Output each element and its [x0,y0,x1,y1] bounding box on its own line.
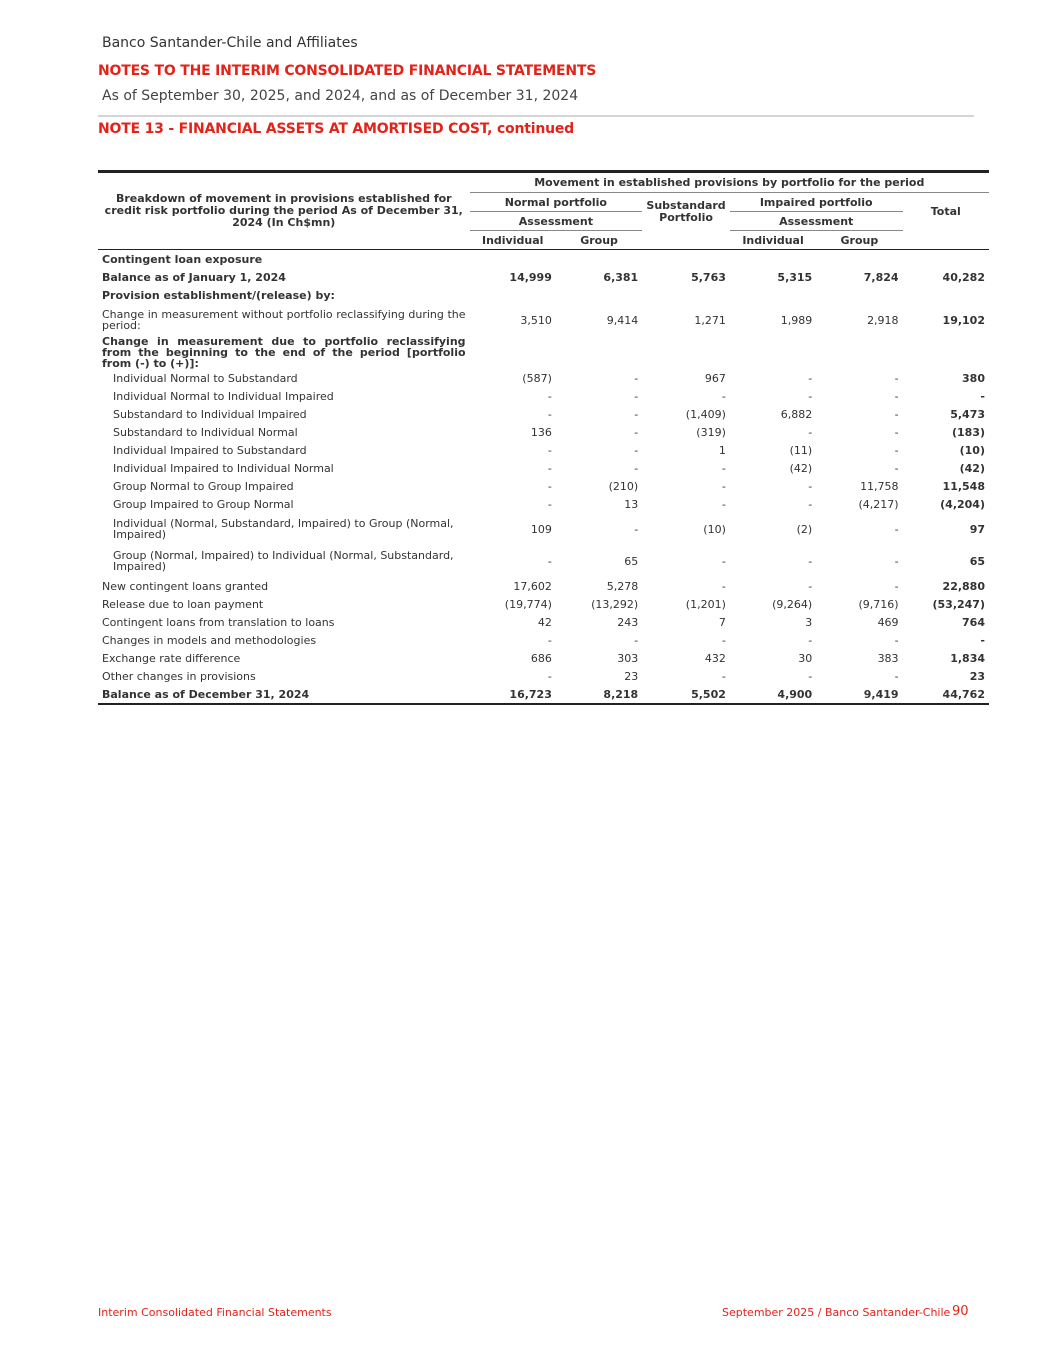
row-label: Individual Normal to Individual Impaired [113,389,334,403]
cell-impaired-group: 7,824 [863,270,899,284]
note-title: NOTE 13 - FINANCIAL ASSETS AT AMORTISED COST, continued [98,121,574,137]
cell-substandard: - [721,554,726,568]
movement-header: Movement in established provisions by portfolio for the period [470,172,989,193]
cell-substandard: - [721,669,726,683]
normal-individual-header: Individual [470,231,556,250]
cell-substandard: (319) [696,425,726,439]
table-row [98,369,989,387]
cell-impaired-group: (9,716) [858,597,899,611]
cell-normal-group: 13 [624,497,639,511]
impaired-individual-header: Individual [730,231,816,250]
row-label: Individual (Normal, Substandard, Impaired) to Group (Normal, Impaired) [113,517,454,541]
table-row [98,649,989,667]
impaired-portfolio-header: Impaired portfolio [730,193,903,212]
cell-normal-individual: 136 [530,425,552,439]
cell-impaired-individual: (42) [789,461,813,475]
cell-normal-individual: - [547,479,552,493]
table-row [98,286,989,304]
table-row [98,667,989,685]
cell-impaired-individual: - [808,633,813,647]
cell-normal-individual: - [547,389,552,403]
cell-normal-group: - [634,389,639,403]
cell-normal-individual: - [547,669,552,683]
table-row [98,513,989,545]
cell-normal-individual: - [547,407,552,421]
table-row [98,387,989,405]
cell-normal-individual: - [547,633,552,647]
cell-impaired-group: 11,758 [860,479,899,493]
cell-normal-individual: 3,510 [520,313,552,327]
cell-normal-group: - [634,443,639,457]
cell-impaired-individual: - [808,497,813,511]
cell-normal-individual: 14,999 [509,270,552,284]
table-row [98,495,989,513]
cell-normal-individual: - [547,497,552,511]
table-row [98,613,989,631]
cell-impaired-group: - [894,522,899,536]
normal-portfolio-header: Normal portfolio [470,193,643,212]
cell-impaired-group: - [894,407,899,421]
cell-impaired-group: - [894,461,899,475]
cell-substandard: 5,502 [642,685,730,704]
cell-impaired-individual: - [808,579,813,593]
cell-normal-individual: - [547,554,552,568]
cell-normal-individual: 109 [530,522,552,536]
cell-substandard: 432 [704,651,726,665]
row-label: Balance as of December 31, 2024 [98,685,470,704]
table-row [98,304,989,336]
cell-impaired-individual: 3 [805,615,813,629]
row-label: Individual Impaired to Individual Normal [113,461,334,475]
cell-total: 40,282 [942,270,985,284]
cell-impaired-group: - [894,371,899,385]
row-label: Contingent loan exposure [102,252,263,266]
cell-impaired-group: - [894,554,899,568]
cell-impaired-individual: - [808,425,813,439]
cell-substandard: 1 [718,443,726,457]
cell-impaired-individual: 6,882 [780,407,813,421]
cell-impaired-individual: (2) [796,522,813,536]
row-label: Changes in models and methodologies [102,633,317,647]
table-row [98,577,989,595]
cell-normal-group: 9,414 [606,313,639,327]
cell-normal-individual: 686 [530,651,552,665]
cell-normal-group: - [634,425,639,439]
cell-normal-group: 65 [624,554,639,568]
table-corner-header: Breakdown of movement in provisions established for credit risk portfolio during the period As of December 31, 2024 (In Ch$mn) [98,172,470,250]
table-row [98,250,989,269]
substandard-header: Substandard Portfolio [642,193,730,231]
cell-substandard: 7 [718,615,726,629]
cell-impaired-individual: 1,989 [780,313,813,327]
row-label: Change in measurement without portfolio reclassifying during the period: [102,308,466,332]
cell-normal-individual: 16,723 [470,685,556,704]
table-row [98,477,989,495]
cell-impaired-individual: - [808,479,813,493]
cell-normal-individual: - [547,461,552,475]
row-label: Other changes in provisions [102,669,256,683]
cell-impaired-group: - [894,633,899,647]
impaired-assessment-header: Assessment [730,212,903,231]
cell-total: 19,102 [942,313,985,327]
row-label: Substandard to Individual Impaired [113,407,307,421]
row-label: Substandard to Individual Normal [113,425,298,439]
cell-total: (53,247) [932,597,985,611]
table-row [98,595,989,613]
cell-normal-group: - [634,461,639,475]
cell-normal-group: - [634,407,639,421]
cell-total: (10) [959,443,985,457]
table-row [98,545,989,577]
cell-impaired-individual: - [808,389,813,403]
row-label: Individual Impaired to Substandard [113,443,307,457]
row-label: Provision establishment/(release) by: [102,288,335,302]
cell-total: 97 [969,522,985,536]
row-label: Release due to loan payment [102,597,264,611]
cell-substandard: - [721,389,726,403]
cell-impaired-group: 9,419 [816,685,902,704]
row-label: Group (Normal, Impaired) to Individual (Normal, Substandard, Impaired) [113,549,454,573]
notes-title: NOTES TO THE INTERIM CONSOLIDATED FINANCIAL STATEMENTS [98,63,597,79]
cell-total: (4,204) [940,497,985,511]
footer-date-company: September 2025 / Banco Santander-Chile [722,1306,951,1319]
cell-substandard: (1,201) [685,597,726,611]
cell-normal-group: 23 [624,669,639,683]
cell-total: - [980,389,985,403]
cell-total: 1,834 [950,651,985,665]
cell-normal-group: (13,292) [591,597,639,611]
row-label: Change in measurement due to portfolio reclassifying from the beginning to the end of the period [portfolio from (-) to (+)]: [102,335,466,370]
cell-impaired-group: - [894,669,899,683]
cell-substandard: - [721,633,726,647]
normal-group-header: Group [556,231,642,250]
cell-total: 5,473 [950,407,985,421]
table-row [98,268,989,286]
cell-impaired-individual: 30 [798,651,813,665]
row-label: Group Normal to Group Impaired [113,479,294,493]
cell-impaired-individual: 5,315 [777,270,813,284]
cell-substandard: - [721,579,726,593]
cell-impaired-individual: 4,900 [730,685,816,704]
table-row [98,631,989,649]
cell-substandard: - [721,497,726,511]
cell-normal-individual: 17,602 [513,579,552,593]
cell-impaired-group: - [894,389,899,403]
cell-total: 11,548 [942,479,985,493]
cell-substandard: 1,271 [694,313,726,327]
cell-normal-group: - [634,522,639,536]
cell-normal-group: 303 [617,651,639,665]
row-label: Group Impaired to Group Normal [113,497,294,511]
header-divider [98,115,974,117]
cell-impaired-group: 2,918 [867,313,899,327]
cell-normal-group: 5,278 [606,579,639,593]
impaired-group-header: Group [816,231,902,250]
row-label: Exchange rate difference [102,651,241,665]
table-row [98,423,989,441]
cell-normal-individual: (587) [522,371,552,385]
cell-impaired-individual: (11) [789,443,813,457]
cell-normal-group: 243 [617,615,639,629]
cell-impaired-group: 383 [877,651,899,665]
table-row [98,405,989,423]
cell-normal-individual: (19,774) [504,597,552,611]
cell-impaired-individual: (9,264) [772,597,813,611]
total-header: Total [903,193,989,231]
table-row [98,459,989,477]
cell-total: (42) [959,461,985,475]
cell-impaired-group: - [894,579,899,593]
cell-normal-individual: - [547,443,552,457]
row-label: Contingent loans from translation to loans [102,615,335,629]
cell-impaired-group: - [894,425,899,439]
normal-assessment-header: Assessment [470,212,643,231]
table-row [98,685,989,704]
cell-total: 764 [962,615,985,629]
company-name: Banco Santander-Chile and Affiliates [102,35,358,51]
row-label: New contingent loans granted [102,579,269,593]
cell-total: (183) [951,425,985,439]
cell-substandard: (10) [703,522,726,536]
cell-impaired-individual: - [808,554,813,568]
footer-document-title: Interim Consolidated Financial Statements [98,1306,332,1319]
cell-total: 380 [962,371,985,385]
cell-normal-group: 6,381 [603,270,639,284]
cell-substandard: 967 [704,371,726,385]
cell-substandard: - [721,479,726,493]
row-label: Balance as of January 1, 2024 [102,270,286,284]
cell-substandard: 5,763 [691,270,726,284]
cell-substandard: - [721,461,726,475]
cell-substandard: (1,409) [685,407,726,421]
cell-normal-group: - [634,371,639,385]
row-label: Individual Normal to Substandard [113,371,298,385]
cell-impaired-individual: - [808,371,813,385]
provisions-table [98,170,989,705]
cell-impaired-individual: - [808,669,813,683]
table-row [98,441,989,459]
cell-total: 22,880 [942,579,985,593]
page-number: 90 [952,1304,969,1319]
table-row [98,336,989,369]
cell-normal-individual: 42 [537,615,552,629]
cell-impaired-group: 469 [877,615,899,629]
cell-impaired-group: (4,217) [858,497,899,511]
as-of-date: As of September 30, 2025, and 2024, and as of December 31, 2024 [102,88,579,104]
cell-normal-group: (210) [608,479,639,493]
cell-normal-group: 8,218 [556,685,642,704]
cell-total: 23 [969,669,985,683]
cell-impaired-group: - [894,443,899,457]
cell-total: 44,762 [903,685,989,704]
cell-normal-group: - [634,633,639,647]
cell-total: - [980,633,985,647]
cell-total: 65 [969,554,985,568]
